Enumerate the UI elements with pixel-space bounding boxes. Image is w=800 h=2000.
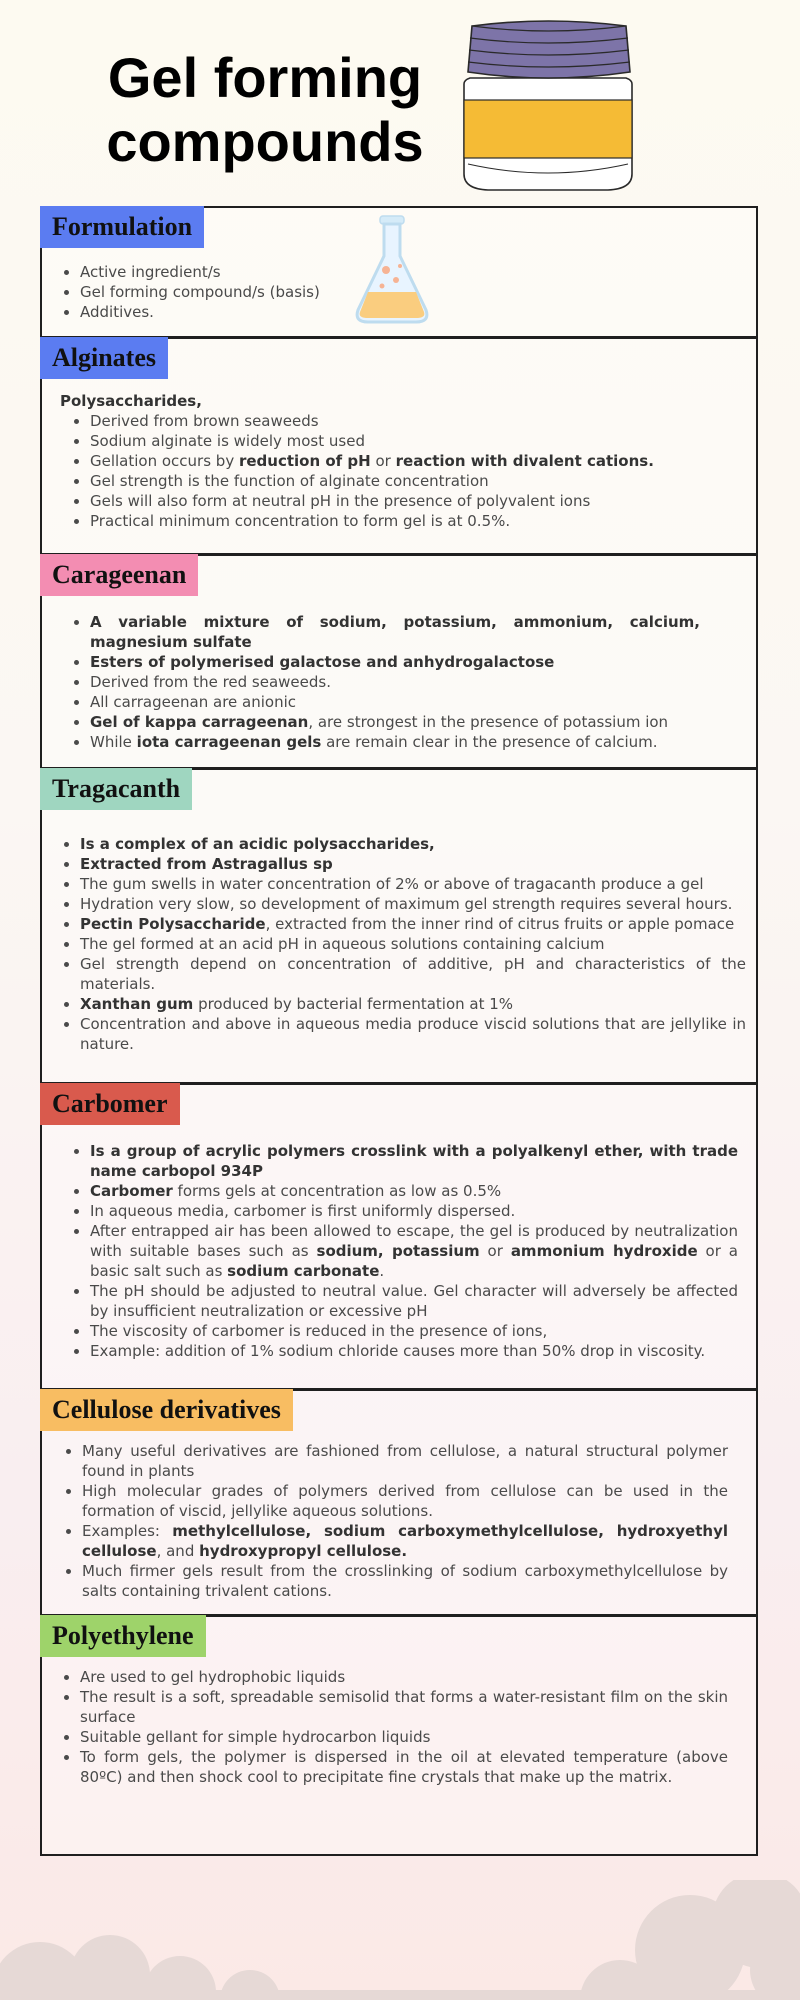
- polyethylene-list: [42, 1667, 728, 1787]
- list-item: • Active ingredient/s: [80, 262, 756, 282]
- list-item: • Are used to gel hydrophobic liquids: [80, 1667, 728, 1687]
- list-item: • Xanthan gum produced by bacterial fermentation at 1%: [80, 994, 746, 1014]
- list-item: • Is a group of acrylic polymers crosslink with a polyalkenyl ether, with trade name carbopol 934P: [90, 1141, 738, 1181]
- section-heading: Polyethylene: [40, 1615, 206, 1657]
- list-item: • Pectin Polysaccharide, extracted from the inner rind of citrus fruits or apple pomace: [80, 914, 746, 934]
- list-item: • Sodium alginate is widely most used: [90, 431, 756, 451]
- list-item: • High molecular grades of polymers derived from cellulose can be used in the formation of viscid, jellylike aqueous solutions.: [82, 1481, 728, 1521]
- section-heading: Alginates: [40, 337, 168, 379]
- section-tragacanth: [40, 768, 758, 1084]
- list-item: • The gel formed at an acid pH in aqueous solutions containing calcium: [80, 934, 746, 954]
- list-item: • In aqueous media, carbomer is first uniformly dispersed.: [90, 1201, 738, 1221]
- list-item: • Many useful derivatives are fashioned from cellulose, a natural structural polymer found in plants: [82, 1441, 728, 1481]
- list-item: • Is a complex of an acidic polysaccharides,: [80, 834, 746, 854]
- list-item: • Gels will also form at neutral pH in the presence of polyvalent ions: [90, 491, 756, 511]
- list-item: • The gum swells in water concentration of 2% or above of tragacanth produce a gel: [80, 874, 746, 894]
- list-item: • Gel of kappa carrageenan, are strongest in the presence of potassium ion: [90, 712, 700, 732]
- list-item: • After entrapped air has been allowed to escape, the gel is produced by neutralization with suitable bases such as sodium, potassium or ammonium hydroxide or a basic salt such as sodium carbonate.: [90, 1221, 738, 1281]
- list-item: • Gellation occurs by reduction of pH or reaction with divalent cations.: [90, 451, 756, 471]
- list-item: • Concentration and above in aqueous media produce viscid solutions that are jellylike in nature.: [80, 1014, 746, 1054]
- list-item: • The result is a soft, spreadable semisolid that forms a water-resistant film on the skin surface: [80, 1687, 728, 1727]
- section-heading: Carbomer: [40, 1083, 180, 1125]
- list-item: • Much firmer gels result from the crosslinking of sodium carboxymethylcellulose by salts containing trivalent cations.: [82, 1561, 728, 1601]
- jar-icon: [458, 14, 638, 194]
- list-item: • Example: addition of 1% sodium chloride causes more than 50% drop in viscosity.: [90, 1341, 738, 1361]
- section-polyethylene: [40, 1615, 758, 1856]
- list-item: • Gel strength is the function of alginate concentration: [90, 471, 756, 491]
- section-carageenan: [40, 554, 758, 769]
- section-alginates: [40, 337, 758, 555]
- list-item: • Carbomer forms gels at concentration as low as 0.5%: [90, 1181, 738, 1201]
- formulation-list: [42, 262, 756, 322]
- section-heading: Cellulose derivatives: [40, 1389, 293, 1431]
- section-heading: Tragacanth: [40, 768, 192, 810]
- list-item: • Derived from brown seaweeds: [90, 411, 756, 431]
- carageenan-list: [42, 612, 700, 752]
- list-item: • Gel strength depend on concentration of additive, pH and characteristics of the materials.: [80, 954, 746, 994]
- list-item: • A variable mixture of sodium, potassium, ammonium, calcium, magnesium sulfate: [90, 612, 700, 652]
- list-item: • All carrageenan are anionic: [90, 692, 700, 712]
- list-item: • While iota carrageenan gels are remain clear in the presence of calcium.: [90, 732, 700, 752]
- list-item: • Hydration very slow, so development of maximum gel strength requires several hours.: [80, 894, 746, 914]
- section-formulation: [40, 206, 758, 338]
- list-item: • Additives.: [80, 302, 756, 322]
- list-item: • Suitable gellant for simple hydrocarbon liquids: [80, 1727, 728, 1747]
- page-title: Gel forming compounds: [106, 46, 424, 173]
- list-item: • Practical minimum concentration to form gel is at 0.5%.: [90, 511, 756, 531]
- tragacanth-list: [42, 834, 746, 1054]
- clouds-decoration: [0, 1880, 800, 2000]
- list-item: • Derived from the red seaweeds.: [90, 672, 700, 692]
- list-item: • Examples: methylcellulose, sodium carboxymethylcellulose, hydroxyethyl cellulose, and hydroxypropyl cellulose.: [82, 1521, 728, 1561]
- list-item: • To form gels, the polymer is dispersed in the oil at elevated temperature (above 80ºC) and then shock cool to precipitate fine crystals that make up the matrix.: [80, 1747, 728, 1787]
- list-item: • The viscosity of carbomer is reduced in the presence of ions,: [90, 1321, 738, 1341]
- section-carbomer: [40, 1083, 758, 1390]
- section-heading: Carageenan: [40, 554, 198, 596]
- list-item: • Extracted from Astragallus sp: [80, 854, 746, 874]
- section-heading: Formulation: [40, 206, 204, 248]
- section-lead: Polysaccharides,: [60, 392, 202, 410]
- section-cellulose: [40, 1389, 758, 1616]
- list-item: • The pH should be adjusted to neutral value. Gel character will adversely be affected by insufficient neutralization or excessive pH: [90, 1281, 738, 1321]
- list-item: • Esters of polymerised galactose and anhydrogalactose: [90, 652, 700, 672]
- carbomer-list: [42, 1141, 738, 1361]
- alginates-list: [42, 411, 756, 531]
- cellulose-list: [42, 1441, 728, 1601]
- list-item: • Gel forming compound/s (basis): [80, 282, 756, 302]
